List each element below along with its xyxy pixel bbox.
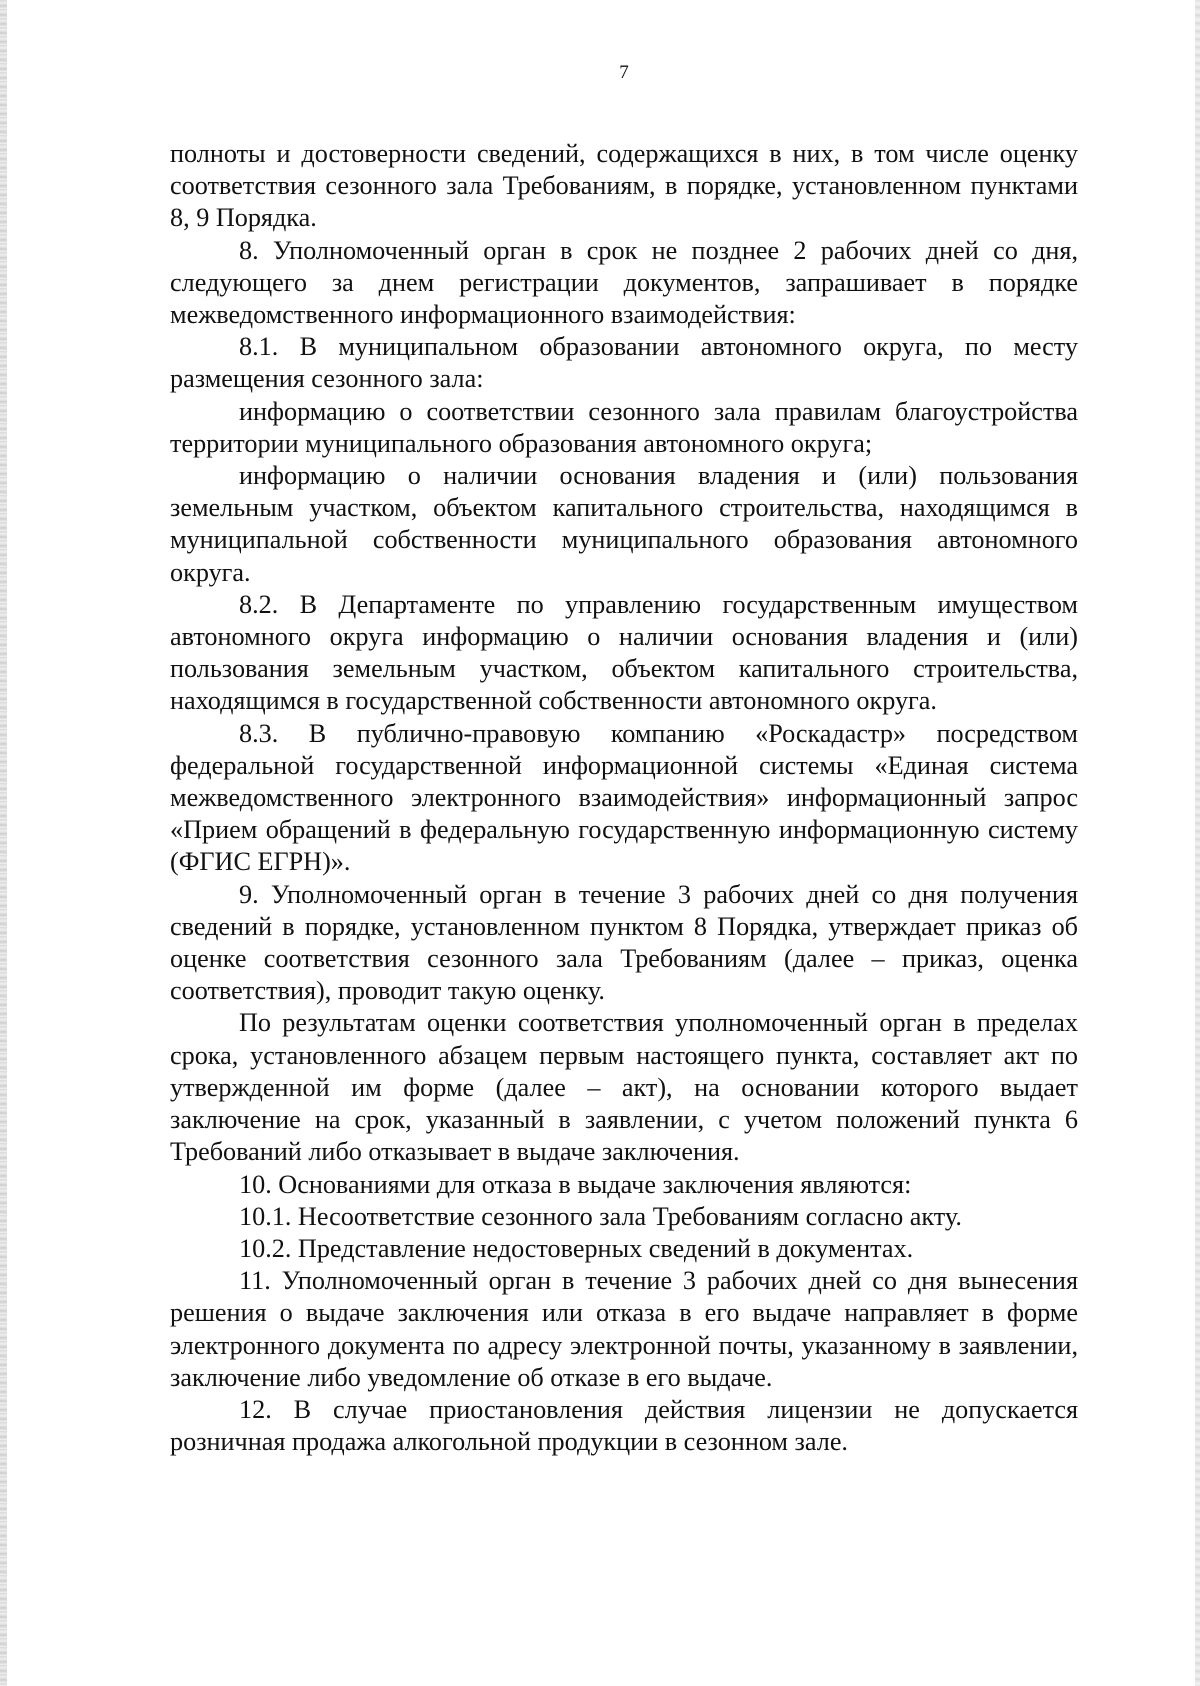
paragraph-item-8-2: 8.2. В Департаменте по управлению государственным имуществом автономного округа информацию о наличии основания владения и (или) пользования земельным участком, объектом капитального строительства, находящимся в государственной собственности автономного округа. xyxy=(170,589,1078,716)
scan-edge-left xyxy=(0,0,7,1686)
paragraph-item-8-1-a: информацию о соответствии сезонного зала правилам благоустройства территории муниципального образования автономного округа; xyxy=(170,396,1078,458)
paragraph-item-8-1-b: информацию о наличии основания владения и (или) пользования земельным участком, объектом капитального строительства, находящимся в муниципальной собственности муниципального образования автономного округа. xyxy=(170,461,1078,587)
paragraph-item-9-results: По результатам оценки соответствия уполномоченный орган в пределах срока, установленного абзацем первым настоящего пункта, составляет акт по утвержденной им форме (далее – акт), на основании которого выдает заключение на срок, указанный в заявлении, с учетом положений пункта 6 Требований либо отказывает в выдаче заключения. xyxy=(170,1008,1078,1167)
paragraph-item-10-1: 10.1. Несоответствие сезонного зала Требованиям согласно акту. xyxy=(239,1201,962,1231)
paragraph-item-8-3: 8.3. В публично-правовую компанию «Роскадастр» посредством федеральной государственной информационной системы «Единая система межведомственного электронного взаимодействия» информационный запрос «Прием обращений в федеральную государственную информационную систему (ФГИС ЕГРН)». xyxy=(170,718,1078,877)
paragraph-item-10-2: 10.2. Представление недостоверных сведений в документах. xyxy=(239,1233,914,1263)
document-body xyxy=(170,138,1078,1458)
paragraph-item-8-1: 8.1. В муниципальном образовании автономного округа, по месту размещения сезонного зала: xyxy=(170,332,1078,394)
paragraph-item-11: 11. Уполномоченный орган в течение 3 рабочих дней со дня вынесения решения о выдаче заключения или отказа в его выдаче направляет в форме электронного документа по адресу электронной почты, указанному в заявлении, заключение либо уведомление об отказе в его выдаче. xyxy=(170,1266,1078,1392)
paragraph-item-8: 8. Уполномоченный орган в срок не позднее 2 рабочих дней со дня, следующего за днем регистрации документов, запрашивает в порядке межведомственного информационного взаимодействия: xyxy=(170,235,1078,330)
paragraph-item-10: 10. Основаниями для отказа в выдаче заключения являются: xyxy=(239,1169,912,1199)
scan-edge-right xyxy=(1195,0,1200,1686)
paragraph-item-12: 12. В случае приостановления действия лицензии не допускается розничная продажа алкогольной продукции в сезонном зале. xyxy=(170,1394,1078,1457)
page-number: 7 xyxy=(619,62,629,83)
paragraph-continuation: полноты и достоверности сведений, содержащихся в них, в том числе оценку соответствия сезонного зала Требованиям, в порядке, установленном пунктами 8, 9 Порядка. xyxy=(170,139,1078,233)
paragraph-item-9: 9. Уполномоченный орган в течение 3 рабочих дней со дня получения сведений в порядке, установленном пунктом 8 Порядка, утверждает приказ об оценке соответствия сезонного зала Требованиям (далее – приказ, оценка соответствия), проводит такую оценку. xyxy=(170,879,1078,1006)
